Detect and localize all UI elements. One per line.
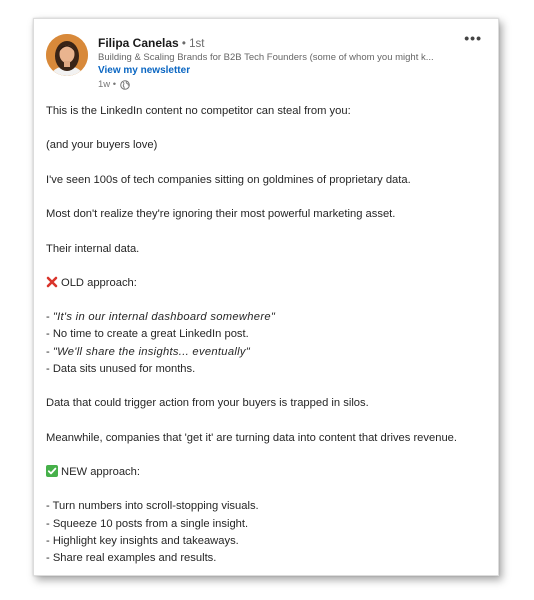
post-line: - Share real examples and results. [46, 551, 217, 564]
old-approach-label: OLD approach: [61, 276, 137, 289]
new-approach-heading [46, 464, 491, 481]
post-line [46, 344, 491, 361]
quote-text: "It's in our internal dashboard somewhere" [52, 311, 276, 324]
quote-text: "We'll share the insights... eventually" [52, 345, 251, 358]
post-line: I've seen 100s of tech companies sitting on goldmines of proprietary data. [46, 173, 411, 186]
author-name[interactable] [98, 36, 204, 50]
post-line: Data that could trigger action from your buyers is trapped in silos. [46, 397, 369, 410]
post-line: - Data sits unused for months. [46, 362, 196, 375]
author-headline: Building & Scaling Brands for B2B Tech Founders (some of whom you might k... [98, 52, 434, 63]
post-header [46, 31, 486, 101]
post-line: - Squeeze 10 posts from a single insight. [46, 517, 249, 530]
post-line: - No time to create a great LinkedIn post. [46, 328, 249, 341]
post-line: Their internal data. [46, 242, 140, 255]
post-line: - Turn numbers into scroll-stopping visuals. [46, 500, 259, 513]
post-line: Most don't realize they're ignoring their most powerful marketing asset. [46, 208, 396, 221]
post-time: 1w • [98, 79, 117, 90]
post-line: (and your buyers love) [46, 139, 158, 152]
post-body [46, 103, 491, 567]
post-line: This is the LinkedIn content no competitor can steal from you: [46, 105, 351, 117]
cross-mark-icon [46, 276, 58, 288]
post-line [46, 309, 491, 326]
list-dash: - [46, 345, 53, 358]
old-approach-heading [46, 275, 491, 292]
post-line: - Highlight key insights and takeaways. [46, 534, 239, 547]
post-card [33, 18, 499, 576]
author-name-text[interactable]: Filipa Canelas [98, 36, 179, 50]
globe-icon [120, 80, 130, 90]
avatar-photo [46, 34, 88, 76]
new-approach-label: NEW approach: [61, 465, 140, 478]
author-avatar[interactable] [46, 34, 88, 76]
post-meta [98, 79, 130, 90]
more-horizontal-icon[interactable]: ••• [464, 30, 482, 46]
post-line: Meanwhile, companies that 'get it' are turning data into content that drives revenue. [46, 431, 457, 444]
list-dash: - [46, 311, 53, 324]
check-mark-icon [46, 465, 58, 477]
view-newsletter-link[interactable]: View my newsletter [98, 65, 191, 76]
connection-degree: • 1st [178, 38, 205, 50]
